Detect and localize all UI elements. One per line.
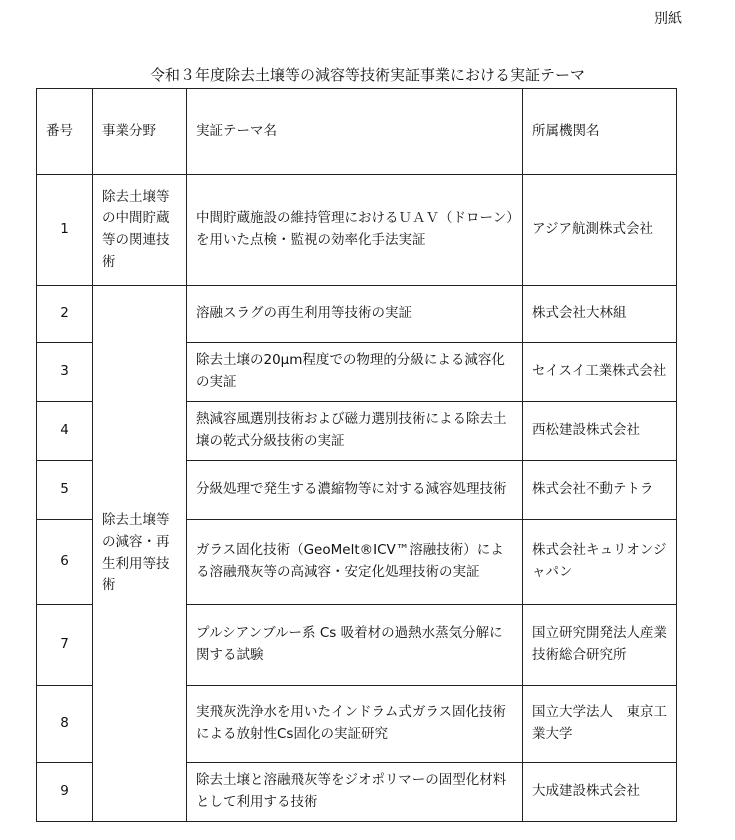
organization-cell: 国立研究開発法人産業技術総合研究所	[523, 605, 677, 686]
row-number: 6	[37, 520, 93, 605]
organization-cell: セイスイ工業株式会社	[523, 343, 677, 402]
theme-table	[36, 88, 677, 822]
document-title: 令和３年度除去土壌等の減容等技術実証事業における実証テーマ	[149, 66, 585, 84]
row-number: 7	[37, 605, 93, 686]
organization-cell: 西松建設株式会社	[523, 402, 677, 461]
theme-cell: 除去土壌と溶融飛灰等をジオポリマーの固型化材料として利用する技術	[187, 763, 523, 822]
row-number: 5	[37, 461, 93, 520]
header-theme: 実証テーマ名	[187, 89, 523, 175]
theme-cell: ガラス固化技術（GeoMelt®ICV™溶融技術）による溶融飛灰等の高減容・安定化処理技術の実証	[187, 520, 523, 605]
table-row	[37, 175, 677, 286]
organization-cell: アジア航測株式会社	[523, 175, 677, 286]
organization-cell: 国立大学法人 東京工業大学	[523, 686, 677, 763]
row-number: 1	[37, 175, 93, 286]
theme-cell: 熱減容風選別技術および磁力選別技術による除去土壌の乾式分級技術の実証	[187, 402, 523, 461]
row-number: 9	[37, 763, 93, 822]
header-field: 事業分野	[93, 89, 187, 175]
organization-cell: 株式会社キュリオンジャパン	[523, 520, 677, 605]
theme-cell: 溶融スラグの再生利用等技術の実証	[187, 286, 523, 343]
organization-cell: 大成建設株式会社	[523, 763, 677, 822]
row-number: 2	[37, 286, 93, 343]
organization-cell: 株式会社大林組	[523, 286, 677, 343]
table-header-row	[37, 89, 677, 175]
annex-label: 別紙	[654, 11, 682, 27]
field-cell: 除去土壌等の中間貯蔵等の関連技術	[93, 175, 187, 286]
table-row	[37, 286, 677, 343]
theme-cell: 除去土壌の20μm程度での物理的分級による減容化の実証	[187, 343, 523, 402]
theme-cell: 実飛灰洗浄水を用いたインドラム式ガラス固化技術による放射性Cs固化の実証研究	[187, 686, 523, 763]
field-cell: 除去土壌等の減容・再生利用等技術	[93, 286, 187, 822]
header-organization: 所属機関名	[523, 89, 677, 175]
header-number: 番号	[37, 89, 93, 175]
row-number: 4	[37, 402, 93, 461]
theme-cell: プルシアンブルー系 Cs 吸着材の過熱水蒸気分解に関する試験	[187, 605, 523, 686]
theme-cell: 分級処理で発生する濃縮物等に対する減容処理技術	[187, 461, 523, 520]
row-number: 3	[37, 343, 93, 402]
organization-cell: 株式会社不動テトラ	[523, 461, 677, 520]
row-number: 8	[37, 686, 93, 763]
theme-cell: 中間貯蔵施設の維持管理におけるＵＡＶ（ドローン）を用いた点検・監視の効率化手法実証	[187, 175, 523, 286]
